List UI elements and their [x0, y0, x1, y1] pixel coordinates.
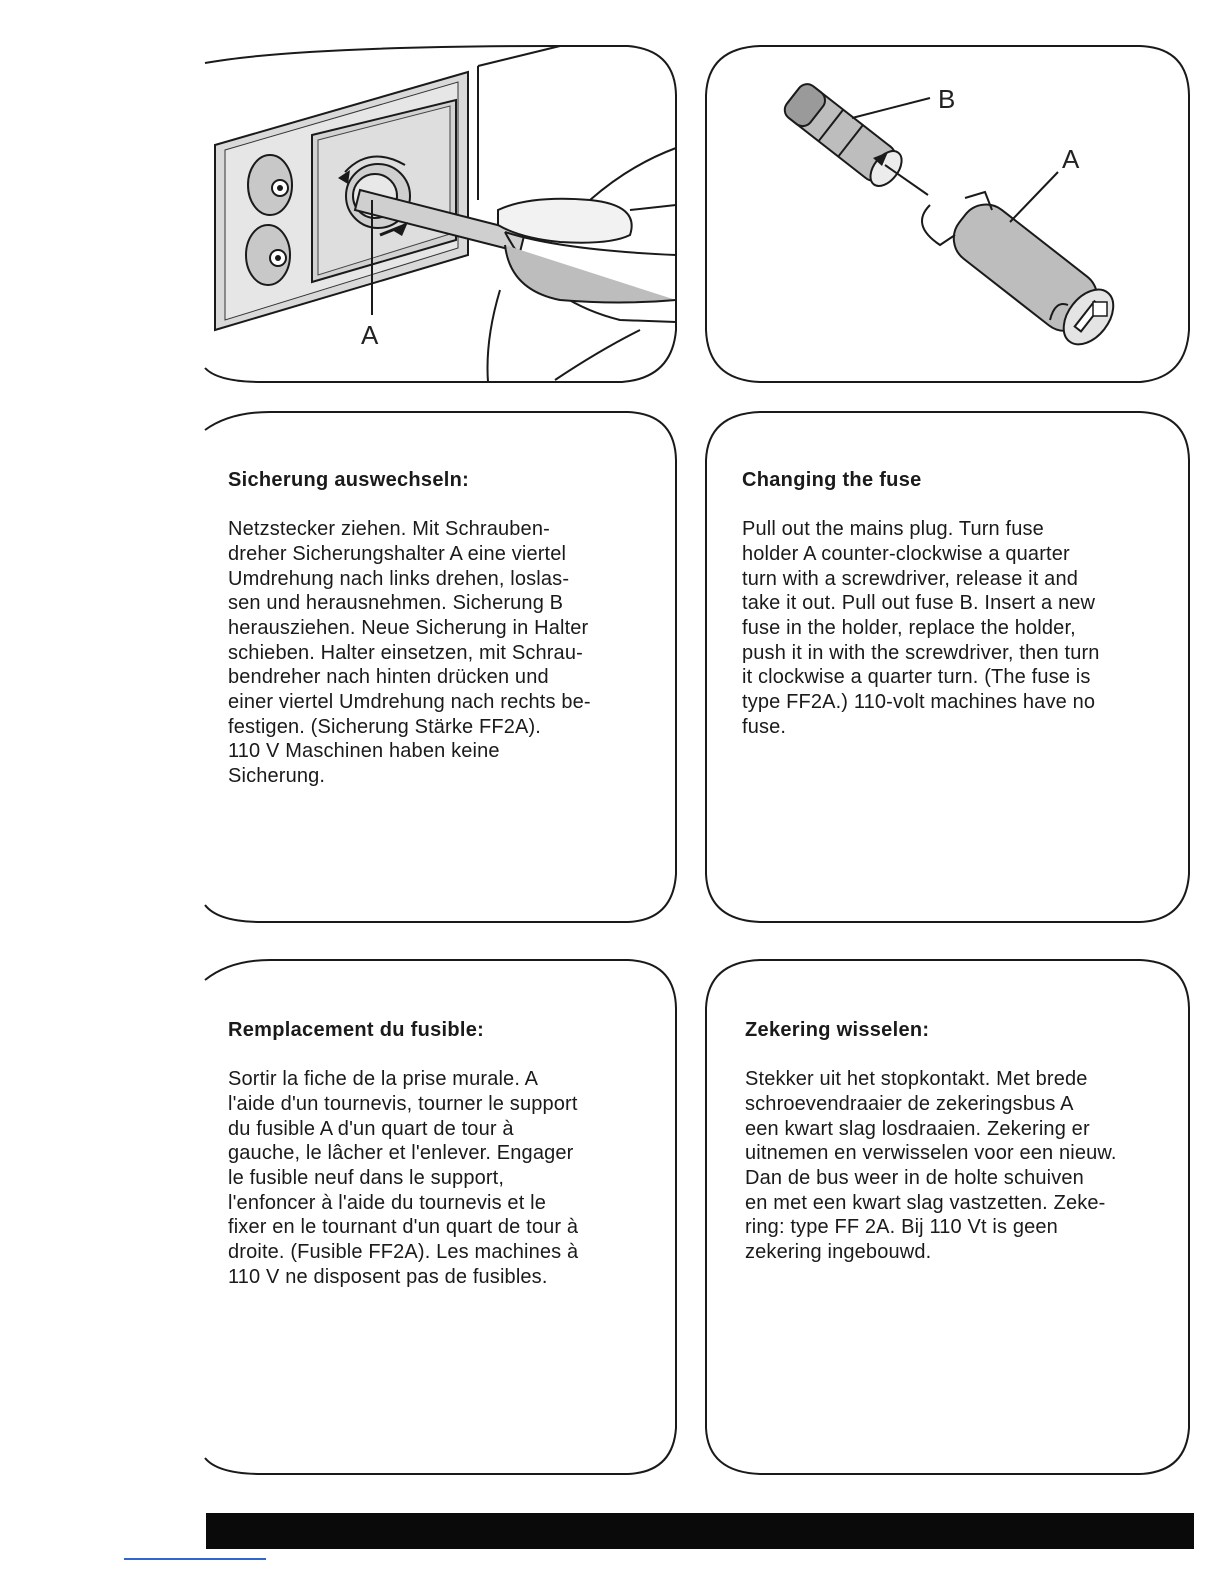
- section-english-body: Pull out the mains plug. Turn fuse holder A counter-clockwise a quarter turn with a screwdriver, release it and take it out. Pull out fuse B. Insert a new fuse in the holder, replace the holder, push it in with the screwdriver, then turn it clockwise a quarter turn. (The fuse is type FF2A.) 110-volt machines have no fuse.: [742, 518, 1100, 738]
- section-german-title: Sicherung auswechseln:: [228, 468, 470, 491]
- section-dutch-body: Stekker uit het stopkontakt. Met brede schroevendraaier de zekeringsbus A een kwart slag losdraaien. Zekering er uitnemen en verwisselen voor een nieuw. Dan de bus weer in de holte schuiven en met een kwart slag vastzetten. Zeke- ring: type FF 2A. Bij 110 Vt is geen zekering ingebouwd.: [745, 1068, 1117, 1264]
- bottom-blue-rule: [124, 1558, 266, 1560]
- section-french: [228, 993, 668, 1314]
- section-german-body: Netzstecker ziehen. Mit Schrauben- dreher Sicherungshalter A eine viertel Umdrehung nach links drehen, loslas- sen und herausnehmen. Sicherung B herausziehen. Neue Sicherung in Halter schieben. Halter einsetzen, mit Schrau- bendreher nach hinten drücken und einer viertel Umdrehung nach rechts be- festigen. (Sicherung Stärke FF2A). 110 V Maschinen haben keine Sicherung.: [228, 518, 591, 788]
- section-german: [228, 443, 668, 814]
- section-english: [742, 443, 1182, 764]
- section-dutch: [745, 993, 1185, 1289]
- figure-left-label-a: A: [361, 320, 379, 350]
- section-french-body: Sortir la fiche de la prise murale. A l'aide d'un tournevis, tourner le support du fusible A d'un quart de tour à gauche, le lâcher et l'enlever. Engager le fusible neuf dans le support, l'enfoncer à l'aide du tournevis et le fixer en le tournant d'un quart de tour à droite. (Fusible FF2A). Les machines à 110 V ne disposent pas de fusibles.: [228, 1068, 579, 1288]
- fuse-holder-illustration: [781, 80, 1124, 354]
- figure-right-label-a: A: [1062, 144, 1080, 174]
- section-french-title: Remplacement du fusible:: [228, 1018, 485, 1041]
- figure-right-label-b: B: [938, 84, 956, 114]
- section-english-title: Changing the fuse: [742, 468, 922, 491]
- section-dutch-title: Zekering wisselen:: [745, 1018, 930, 1041]
- socket-panel-illustration: [215, 46, 676, 382]
- bottom-black-bar: [206, 1513, 1194, 1549]
